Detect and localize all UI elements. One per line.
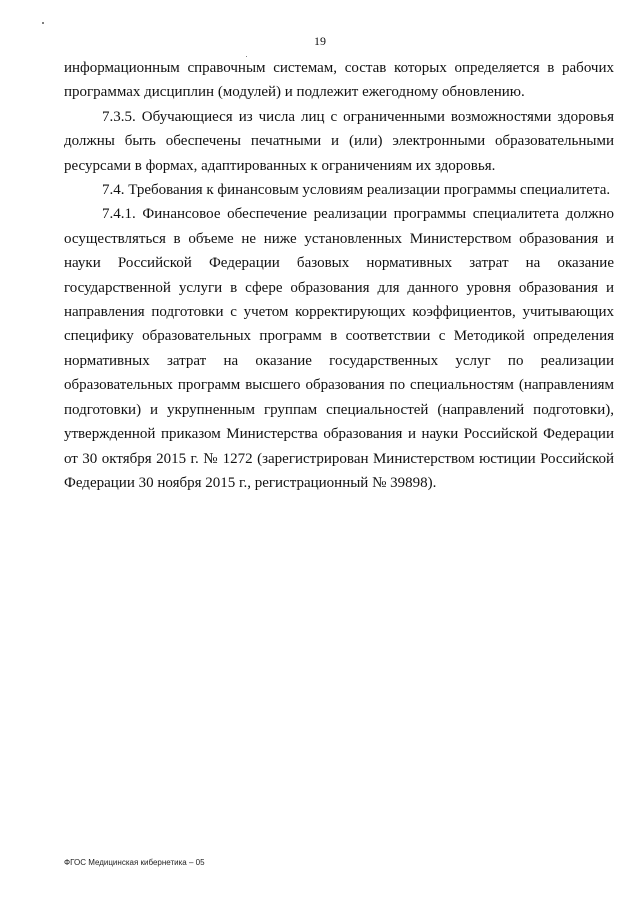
paragraph-7-3-5: 7.3.5. Обучающиеся из числа лиц с ограниченными возможностями здоровья должны быть обеспечены печатными и (или) электронными образовательными ресурсами в формах, адаптированных к ограничениям их здоровья. bbox=[64, 108, 614, 174]
paragraph-7-4-1: 7.4.1. Финансовое обеспечение реализации программы специалитета должно осуществляться в объеме не ниже установленных Министерством образования и науки Российской Федерации базовых нормативных затрат на оказание государственной услуги в сфере образования для данного уровня образования и направления подготовки с учетом корректирующих коэффициентов, учитывающих специфику образовательных программ в соответствии с Методикой определения нормативных затрат на оказание государственных услуг по реализации образовательных программ высшего образования по специальностям (направлениям подготовки) и укрупненным группам специальностей (направлений подготовки), утвержденной приказом Министерства образования и науки Российской Федерации от 30 октября 2015 г. № 1272 (зарегистрирован Министерством юстиции Российской Федерации 30 ноября 2015 г., регистрационный № 39898). bbox=[64, 206, 614, 491]
document-footer: ФГОС Медицинская кибернетика – 05 bbox=[64, 858, 205, 867]
paragraph-continuation: информационным справочным системам, состав которых определяется в рабочих программах дисциплин (модулей) и подлежит ежегодному обновлению. bbox=[64, 60, 614, 101]
page-number: 19 bbox=[314, 34, 326, 48]
document-body bbox=[64, 56, 614, 495]
section-heading-7-4: 7.4. Требования к финансовым условиям реализации программы специалитета. bbox=[102, 182, 611, 199]
scan-speck bbox=[42, 22, 44, 24]
